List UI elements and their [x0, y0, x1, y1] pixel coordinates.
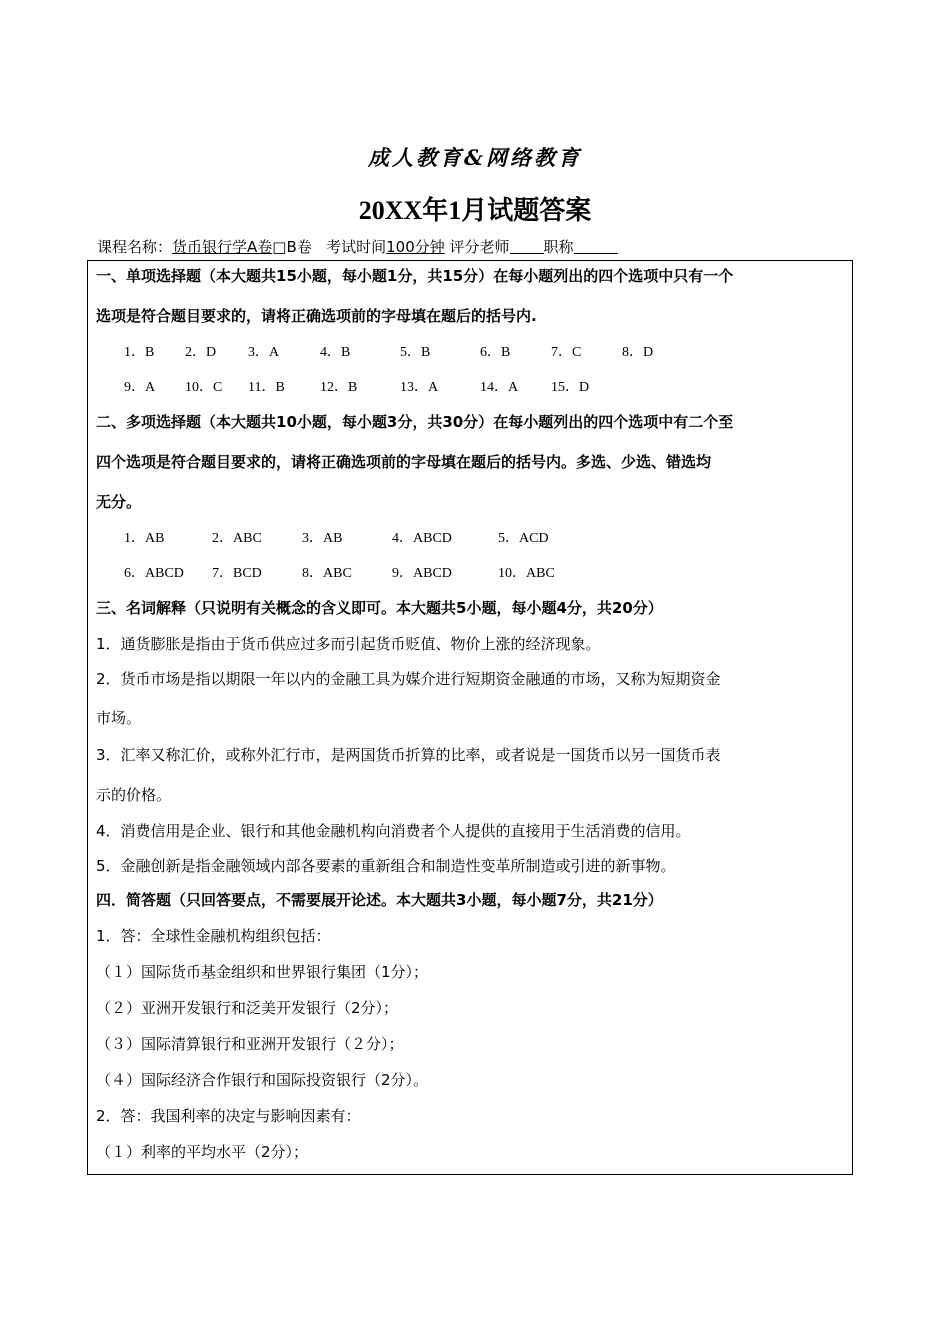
course-label: 课程名称：: [97, 238, 173, 256]
s1-answer: 2．D: [185, 345, 217, 360]
s2-answer: 1．AB: [124, 531, 165, 546]
time-label: 考试时间: [326, 238, 387, 256]
s1-answer: 13．A: [400, 380, 439, 395]
checkbox-icon: □: [272, 238, 287, 256]
s1-answer: 6．B: [480, 345, 511, 360]
section4-heading: 四．简答题（只回答要点，不需要展开论述。本大题共3小题，每小题7分，共21分）: [96, 891, 663, 909]
s3-item: 示的价格。: [96, 786, 172, 804]
course-name: 货币银行学: [172, 238, 248, 256]
s1-answer: 10．C: [185, 380, 223, 395]
s2-answer: 8．ABC: [302, 566, 352, 581]
section2-heading-line2: 四个选项是符合题目要求的，请将正确选项前的字母填在题后的括号内。多选、少选、错选均: [96, 453, 712, 471]
title-blank: [574, 239, 618, 254]
s4-point: （１）利率的平均水平（2分）；: [96, 1143, 309, 1161]
s3-item: 市场。: [96, 709, 142, 727]
page-title: 20XX年1月试题答案: [358, 196, 592, 225]
s2-answer: 2．ABC: [212, 531, 262, 546]
s1-answer: 12．B: [320, 380, 358, 395]
time-value: 100分钟: [386, 238, 445, 256]
s4-point: （１）国际货币基金组织和世界银行集团（1分）；: [96, 963, 429, 981]
paper-a: A卷: [247, 238, 273, 256]
section2-heading-line3: 无分。: [96, 493, 142, 511]
paper-b: B卷: [286, 238, 312, 256]
section1-heading-line2: 选项是符合题目要求的，请将正确选项前的字母填在题后的括号内.: [96, 307, 537, 325]
section2-heading-line1: 二、多项选择题（本大题共10小题，每小题3分，共30分）在每小题列出的四个选项中有二个至: [96, 413, 734, 431]
section3-heading: 三、名词解释（只说明有关概念的含义即可。本大题共5小题，每小题4分，共20分）: [96, 599, 663, 617]
s3-item: 3．汇率又称汇价，或称外汇行市，是两国货币折算的比率，或者说是一国货币以另一国货币表: [96, 746, 721, 764]
s1-answer: 11．B: [248, 380, 285, 395]
s4-point: （２）亚洲开发银行和泛美开发银行（2分）；: [96, 999, 399, 1017]
section1-heading-line1: 一、单项选择题（本大题共15小题，每小题1分，共15分）在每小题列出的四个选项中只有一个: [96, 267, 734, 285]
s3-item: 2．货币市场是指以期限一年以内的金融工具为媒介进行短期资金融通的市场，又称为短期资金: [96, 670, 721, 688]
s2-answer: 3．AB: [302, 531, 343, 546]
org-header: 成人教育&网络教育: [368, 145, 582, 170]
s1-answer: 14．A: [480, 380, 519, 395]
s1-answer: 15．D: [551, 380, 590, 395]
grader-blank: [510, 239, 544, 254]
grader-label: 评分老师: [449, 238, 510, 256]
s2-answer: 7．BCD: [212, 566, 262, 581]
s1-answer: 1．B: [124, 345, 155, 360]
s4-point: （４）国际经济合作银行和国际投资银行（2分）。: [96, 1071, 429, 1089]
s2-answer: 4．ABCD: [392, 531, 452, 546]
s2-answer: 9．ABCD: [392, 566, 452, 581]
s1-answer: 4．B: [320, 345, 351, 360]
s1-answer: 3．A: [248, 345, 280, 360]
s2-answer: 6．ABCD: [124, 566, 184, 581]
s2-answer: 5．ACD: [498, 531, 549, 546]
s4-question: 1．答：全球性金融机构组织包括：: [96, 927, 331, 945]
title-label: 职称: [543, 238, 574, 256]
s3-item: 1．通货膨胀是指由于货币供应过多而引起货币贬值、物价上涨的经济现象。: [96, 635, 601, 653]
s1-answer: 5．B: [400, 345, 431, 360]
s4-question: 2．答：我国利率的决定与影响因素有：: [96, 1107, 361, 1125]
s1-answer: 7．C: [551, 345, 582, 360]
exam-meta-line: [97, 236, 618, 257]
s3-item: 5．金融创新是指金融领域内部各要素的重新组合和制造性变革所制造或引进的新事物。: [96, 857, 676, 875]
s1-answer: 9．A: [124, 380, 156, 395]
s4-point: （３）国际清算银行和亚洲开发银行（２分）；: [96, 1035, 404, 1053]
s3-item: 4．消费信用是企业、银行和其他金融机构向消费者个人提供的直接用于生活消费的信用。: [96, 822, 691, 840]
s2-answer: 10．ABC: [498, 566, 555, 581]
s1-answer: 8．D: [622, 345, 654, 360]
